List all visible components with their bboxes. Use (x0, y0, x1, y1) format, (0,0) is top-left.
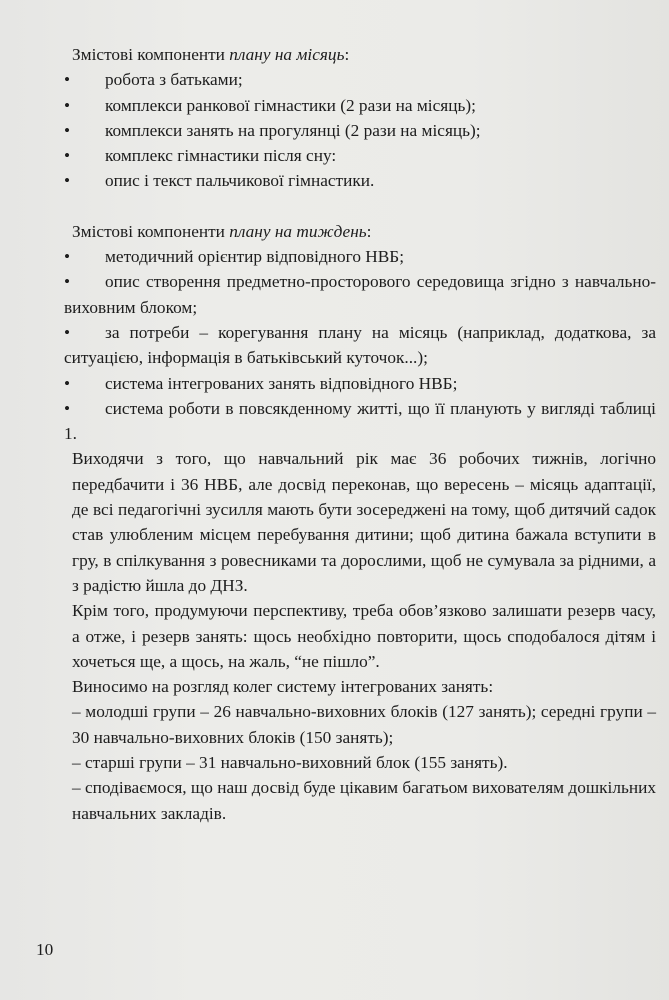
list-item (64, 118, 656, 143)
list-item-text: методичний орієнтир відповідного НВБ; (105, 247, 405, 267)
heading-italic-text: плану на місяць (229, 45, 345, 64)
list-item (64, 371, 656, 396)
list-item-text: опис і текст пальчикової гімнастики. (105, 171, 375, 191)
paragraph: – старші групи – 31 навчально-виховний блок (155 занять). (72, 753, 508, 773)
bullet-icon: • (64, 120, 71, 140)
week-plan-list (64, 244, 656, 446)
list-item-text: система роботи в повсякденному житті, що її планують у вигляді таблиці 1. (64, 398, 656, 444)
heading-italic-text: плану на тиждень (229, 221, 367, 241)
list-item (64, 67, 656, 92)
bullet-icon: • (64, 398, 71, 418)
list-item (64, 168, 656, 193)
list-item (64, 269, 656, 320)
month-plan-list (64, 67, 656, 193)
bullet-icon: • (64, 247, 71, 267)
list-item-text: опис створення предметно-просторового середовища згідно з навчально-виховним блоком; (64, 272, 656, 317)
list-item (64, 320, 656, 371)
bullet-icon: • (64, 95, 71, 115)
list-item-text: комплекси ранкової гімнастики (2 рази на місяць); (105, 95, 476, 115)
heading-text: Змістові компоненти (72, 45, 230, 64)
list-item-text: комплекси занять на прогулянці (2 рази на місяць); (105, 120, 481, 140)
bullet-icon: • (64, 322, 71, 342)
heading-text: Змістові компоненти (72, 221, 230, 241)
week-plan-heading (64, 219, 656, 244)
list-item (64, 244, 656, 269)
bullet-icon: • (64, 373, 71, 393)
heading-colon: : (344, 45, 350, 64)
spacer (64, 194, 656, 219)
bullet-icon: • (64, 70, 71, 90)
list-item (64, 93, 656, 118)
heading-colon: : (366, 221, 372, 241)
list-item-text: комплекс гімнастики після сну: (105, 146, 337, 166)
list-item-text: за потреби – корегування плану на місяць (наприклад, додаткова, за ситуацією, інформація в батьківський куточок...); (64, 322, 656, 368)
bullet-icon: • (64, 272, 71, 292)
paragraph: – сподіваємося, що наш досвід буде цікавим багатьом вихователям дошкільних навчальних закладів. (72, 778, 656, 823)
list-item (64, 396, 656, 447)
paragraph: Виносимо на розгляд колег систему інтегрованих занять: (72, 677, 494, 697)
page-number: 10 (36, 940, 54, 959)
list-item-text: робота з батьками; (105, 70, 243, 90)
list-item (64, 143, 656, 168)
bullet-icon: • (64, 146, 71, 166)
paragraph: – молодші групи – 26 навчально-виховних блоків (127 занять); середні групи – 30 навчально-виховних блоків (150 занять); (72, 702, 656, 747)
page-body (64, 42, 656, 826)
list-item-text: система інтегрованих занять відповідного НВБ; (105, 373, 458, 393)
bullet-icon: • (64, 171, 71, 191)
paragraph: Крім того, продумуючи перспективу, треба обов’язково залишати резерв часу, а отже, і резерв занять: щось необхідно повторити, щось сподобалося дітям і хочеться ще, а щось, на жаль, “не пішло”. (72, 601, 656, 671)
month-plan-heading (64, 42, 656, 67)
paragraph: Виходячи з того, що навчальний рік має 36 робочих тижнів, логічно передбачити і 36 НВБ, але досвід переконав, що вересень – місяць адаптації, де всі педагогічні зусилля мають бути зосереджені на тому, щоб дитячий садок став улюбленим місцем перебування дитини; щоб дитина бажала вступити в гру, в спілкування з ровесниками та дорослими, щоб не сумувала за рідними, а з радістю йшла до ДНЗ. (72, 449, 656, 595)
